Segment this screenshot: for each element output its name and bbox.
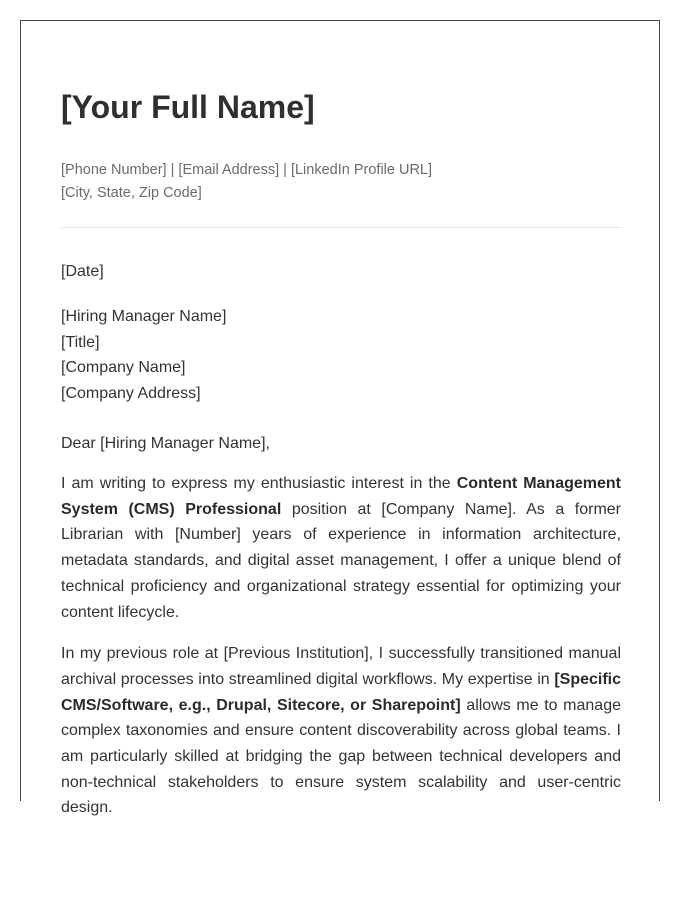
paragraph-1-bold-position: Content Management System (CMS) Professional — [61, 475, 622, 518]
paragraph-2-text-a: In my previous role at [Previous Institution], I successfully transitioned manual archival processes into streamlined digital workflows. My expertise in — [61, 645, 621, 688]
letter-date: [Date] — [61, 263, 104, 280]
recipient-title: [Title] — [61, 333, 100, 351]
letter-content — [61, 87, 621, 837]
applicant-name: [Your Full Name] — [61, 89, 315, 125]
paragraph-2-bold-software: [Specific CMS/Software, e.g., Drupal, Sitecore, or Sharepoint] — [61, 670, 621, 714]
recipient-company: [Company Name] — [61, 359, 186, 376]
salutation: Dear [Hiring Manager Name], — [61, 435, 270, 452]
paragraph-1-text-a: I am writing to express my enthusiastic interest in the — [61, 475, 457, 492]
body-paragraph-1 — [61, 471, 621, 625]
recipient-address-block — [61, 304, 621, 406]
recipient-company-address: [Company Address] — [61, 384, 201, 402]
contact-line-phone-email-linkedin: [Phone Number] | [Email Address] | [LinkedIn Profile URL] — [61, 162, 433, 178]
body-paragraph-2 — [61, 641, 621, 821]
recipient-name: [Hiring Manager Name] — [61, 308, 227, 325]
contact-line-location: [City, State, Zip Code] — [61, 185, 202, 201]
letter-page — [20, 20, 660, 817]
paragraph-2-text-b: allows me to manage complex taxonomies and ensure content discoverability across global teams. I am particularly skilled at bridging the gap between technical developers and non-technical stakeholders to ensure system scalability and user-centric design. — [61, 696, 621, 817]
paragraph-1-text-b: position at [Company Name]. As a former Librarian with [Number] years of experience in information architecture, metadata standards, and digital asset management, I offer a unique blend of technical proficiency and organizational strategy essential for optimizing your content lifecycle. — [61, 500, 621, 621]
header-divider — [61, 227, 621, 228]
contact-info — [61, 159, 621, 205]
